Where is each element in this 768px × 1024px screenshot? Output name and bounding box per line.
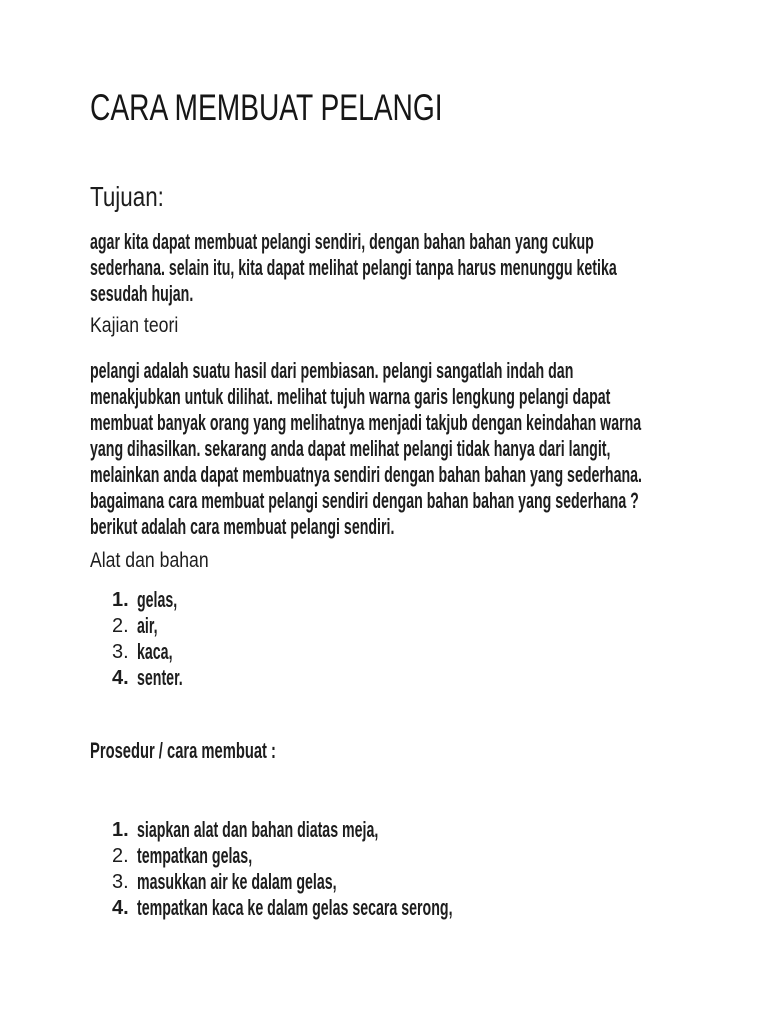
list-item-number: 1.	[112, 589, 129, 611]
text-line: yang dihasilkan. sekarang anda dapat melihat pelangi tidak hanya dari langit,	[90, 436, 611, 461]
text-line: pelangi adalah suatu hasil dari pembiasan. pelangi sangatlah indah dan	[90, 358, 574, 383]
kajian-teori-heading: Kajian teori	[90, 314, 179, 337]
list-item-text: masukkan air ke dalam gelas,	[137, 869, 337, 894]
list-item-text: kaca,	[137, 639, 173, 664]
list-item-text: air,	[137, 613, 158, 638]
tujuan-heading: Tujuan:	[90, 181, 164, 212]
text-line: sesudah hujan.	[90, 281, 194, 306]
text-line: melainkan anda dapat membuatnya sendiri dengan bahan bahan yang sederhana.	[90, 462, 642, 487]
document-title: CARA MEMBUAT PELANGI	[90, 87, 443, 128]
list-item-number: 4.	[112, 667, 129, 689]
list-item-text: gelas,	[137, 587, 178, 612]
prosedur-heading: Prosedur / cara membuat :	[90, 738, 276, 763]
text-line: agar kita dapat membuat pelangi sendiri, dengan bahan bahan yang cukup	[90, 229, 594, 254]
list-item-number: 4.	[112, 897, 129, 919]
list-item-number: 2.	[112, 845, 129, 867]
text-line: berikut adalah cara membuat pelangi sendiri.	[90, 514, 395, 539]
kajian-teori-paragraph	[90, 358, 768, 540]
list-item-number: 2.	[112, 615, 129, 637]
list-item-number: 1.	[112, 819, 129, 841]
tujuan-paragraph	[90, 229, 768, 307]
text-line: sederhana. selain itu, kita dapat melihat pelangi tanpa harus menunggu ketika	[90, 255, 617, 280]
list-item-number: 3.	[112, 641, 129, 663]
alat-dan-bahan-heading: Alat dan bahan	[90, 549, 209, 572]
text-line: bagaimana cara membuat pelangi sendiri dengan bahan bahan yang sederhana ?	[90, 488, 639, 513]
list-item-text: siapkan alat dan bahan diatas meja,	[137, 817, 379, 842]
list-item-number: 3.	[112, 871, 129, 893]
list-item-text: senter.	[137, 665, 183, 690]
list-item-text: tempatkan kaca ke dalam gelas secara serong,	[137, 895, 453, 920]
text-line: menakjubkan untuk dilihat. melihat tujuh warna garis lengkung pelangi dapat	[90, 384, 611, 409]
list-item-text: tempatkan gelas,	[137, 843, 253, 868]
text-line: membuat banyak orang yang melihatnya menjadi takjub dengan keindahan warna	[90, 410, 642, 435]
